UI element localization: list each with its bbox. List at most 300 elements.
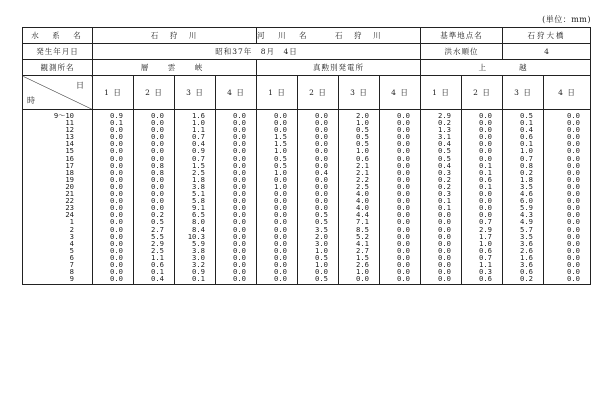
rainfall-cell: 3.8 bbox=[175, 183, 216, 190]
rainfall-cell: 0.0 bbox=[544, 204, 591, 211]
rainfall-cell: 0.0 bbox=[380, 218, 421, 225]
rainfall-cell: 0.3 bbox=[421, 190, 462, 197]
rainfall-cell: 0.0 bbox=[93, 218, 134, 225]
table-row bbox=[23, 162, 591, 169]
rainfall-cell: 0.0 bbox=[544, 119, 591, 126]
rainfall-cell: 0.0 bbox=[216, 155, 257, 162]
rainfall-cell: 4.0 bbox=[339, 190, 380, 197]
rainfall-cell: 5.8 bbox=[175, 197, 216, 204]
rainfall-cell: 5.2 bbox=[339, 233, 380, 240]
rainfall-cell: 1.6 bbox=[175, 110, 216, 120]
table-row bbox=[23, 197, 591, 204]
hour-cell: 23 bbox=[23, 204, 93, 211]
rainfall-cell: 0.0 bbox=[544, 254, 591, 261]
rainfall-cell: 0.7 bbox=[503, 155, 544, 162]
table-row bbox=[23, 226, 591, 233]
rainfall-cell: 1.5 bbox=[257, 140, 298, 147]
rainfall-cell: 2.1 bbox=[339, 169, 380, 176]
rainfall-cell: 0.0 bbox=[93, 183, 134, 190]
rainfall-cell: 0.0 bbox=[216, 126, 257, 133]
rainfall-cell: 0.2 bbox=[421, 183, 462, 190]
rainfall-cell: 0.0 bbox=[298, 183, 339, 190]
rainfall-cell: 0.0 bbox=[380, 110, 421, 120]
rainfall-cell: 0.6 bbox=[503, 268, 544, 275]
rainfall-cell: 0.0 bbox=[544, 190, 591, 197]
rainfall-cell: 0.0 bbox=[257, 247, 298, 254]
date-value: 昭和37年 8月 4日 bbox=[93, 44, 421, 60]
rainfall-cell: 0.0 bbox=[380, 119, 421, 126]
rainfall-cell: 0.0 bbox=[257, 226, 298, 233]
rainfall-cell: 0.5 bbox=[298, 254, 339, 261]
hour-cell: 4 bbox=[23, 240, 93, 247]
rainfall-cell: 5.5 bbox=[134, 233, 175, 240]
rainfall-cell: 0.0 bbox=[216, 140, 257, 147]
rainfall-cell: 0.0 bbox=[216, 176, 257, 183]
table-row bbox=[23, 169, 591, 176]
rainfall-cell: 2.9 bbox=[134, 240, 175, 247]
rainfall-cell: 0.0 bbox=[93, 261, 134, 268]
rainfall-cell: 0.0 bbox=[380, 126, 421, 133]
rainfall-cell: 1.0 bbox=[298, 247, 339, 254]
rainfall-cell: 0.0 bbox=[298, 197, 339, 204]
rainfall-cell: 0.0 bbox=[544, 183, 591, 190]
rainfall-cell: 0.0 bbox=[462, 204, 503, 211]
rainfall-cell: 0.0 bbox=[216, 275, 257, 285]
rainfall-cell: 0.0 bbox=[93, 147, 134, 154]
day-header: 2 日 bbox=[462, 76, 503, 110]
rainfall-cell: 0.0 bbox=[298, 176, 339, 183]
rainfall-cell: 0.0 bbox=[216, 147, 257, 154]
rainfall-cell: 1.8 bbox=[175, 176, 216, 183]
rainfall-cell: 3.5 bbox=[503, 233, 544, 240]
rainfall-cell: 0.8 bbox=[134, 162, 175, 169]
rainfall-cell: 0.0 bbox=[257, 211, 298, 218]
rainfall-cell: 1.0 bbox=[257, 147, 298, 154]
rainfall-cell: 5.9 bbox=[175, 240, 216, 247]
rainfall-cell: 0.0 bbox=[544, 110, 591, 120]
rainfall-cell: 5.9 bbox=[503, 204, 544, 211]
rainfall-cell: 0.0 bbox=[421, 233, 462, 240]
rainfall-cell: 0.0 bbox=[93, 233, 134, 240]
rainfall-cell: 0.0 bbox=[380, 268, 421, 275]
day-axis-label: 日 bbox=[76, 81, 84, 90]
rainfall-cell: 0.1 bbox=[462, 183, 503, 190]
rainfall-cell: 0.0 bbox=[93, 133, 134, 140]
rainfall-cell: 2.9 bbox=[421, 110, 462, 120]
rainfall-cell: 0.0 bbox=[93, 254, 134, 261]
water-system-label: 水 系 名 bbox=[23, 28, 93, 44]
rainfall-cell: 2.5 bbox=[339, 183, 380, 190]
rainfall-cell: 0.0 bbox=[544, 226, 591, 233]
rainfall-cell: 0.0 bbox=[380, 211, 421, 218]
table-row bbox=[23, 110, 591, 120]
rainfall-cell: 0.7 bbox=[175, 155, 216, 162]
rainfall-cell: 0.4 bbox=[421, 140, 462, 147]
rainfall-cell: 3.0 bbox=[298, 240, 339, 247]
rainfall-cell: 0.9 bbox=[93, 110, 134, 120]
rainfall-cell: 0.0 bbox=[298, 268, 339, 275]
rainfall-cell: 0.0 bbox=[298, 110, 339, 120]
rainfall-cell: 0.8 bbox=[503, 162, 544, 169]
rainfall-cell: 0.0 bbox=[380, 147, 421, 154]
rainfall-cell: 1.0 bbox=[339, 147, 380, 154]
rainfall-cell: 0.2 bbox=[503, 169, 544, 176]
rainfall-cell: 0.0 bbox=[216, 169, 257, 176]
rainfall-cell: 0.6 bbox=[503, 133, 544, 140]
rainfall-cell: 0.0 bbox=[544, 176, 591, 183]
rainfall-cell: 0.0 bbox=[421, 218, 462, 225]
rainfall-cell: 0.1 bbox=[421, 204, 462, 211]
hour-cell: 11 bbox=[23, 119, 93, 126]
rainfall-cell: 1.5 bbox=[175, 162, 216, 169]
rainfall-cell: 3.0 bbox=[175, 254, 216, 261]
rainfall-cell: 0.0 bbox=[93, 155, 134, 162]
rainfall-cell: 0.0 bbox=[216, 110, 257, 120]
rainfall-cell: 0.1 bbox=[503, 119, 544, 126]
rainfall-cell: 0.0 bbox=[380, 190, 421, 197]
rainfall-cell: 0.0 bbox=[93, 162, 134, 169]
rainfall-cell: 0.0 bbox=[216, 211, 257, 218]
rainfall-cell: 4.3 bbox=[503, 211, 544, 218]
table-row bbox=[23, 133, 591, 140]
rainfall-cell: 0.0 bbox=[544, 147, 591, 154]
day-header: 1 日 bbox=[93, 76, 134, 110]
hour-cell: 16 bbox=[23, 155, 93, 162]
rainfall-cell: 0.2 bbox=[421, 176, 462, 183]
rainfall-cell: 0.8 bbox=[134, 169, 175, 176]
rainfall-cell: 0.0 bbox=[421, 268, 462, 275]
rainfall-cell: 0.0 bbox=[380, 197, 421, 204]
header-row-days bbox=[23, 76, 591, 110]
table-row bbox=[23, 147, 591, 154]
rainfall-cell: 0.0 bbox=[216, 119, 257, 126]
hour-cell: 18 bbox=[23, 169, 93, 176]
rainfall-cell: 0.5 bbox=[339, 126, 380, 133]
rainfall-cell: 0.0 bbox=[298, 162, 339, 169]
rainfall-cell: 1.1 bbox=[175, 126, 216, 133]
rainfall-cell: 0.1 bbox=[175, 275, 216, 285]
rainfall-cell: 0.0 bbox=[216, 162, 257, 169]
hour-cell: 8 bbox=[23, 268, 93, 275]
rainfall-cell: 0.0 bbox=[380, 275, 421, 285]
rainfall-cell: 0.0 bbox=[257, 126, 298, 133]
hour-cell: 22 bbox=[23, 197, 93, 204]
rainfall-cell: 2.0 bbox=[339, 110, 380, 120]
rainfall-cell: 0.0 bbox=[544, 247, 591, 254]
rainfall-cell: 0.4 bbox=[134, 275, 175, 285]
rainfall-cell: 0.0 bbox=[216, 247, 257, 254]
day-header: 3 日 bbox=[175, 76, 216, 110]
table-row bbox=[23, 261, 591, 268]
rainfall-cell: 0.0 bbox=[380, 247, 421, 254]
rainfall-cell: 6.0 bbox=[503, 197, 544, 204]
header-row-stations bbox=[23, 60, 591, 76]
table-row bbox=[23, 275, 591, 285]
rainfall-cell: 0.0 bbox=[257, 240, 298, 247]
rainfall-cell: 0.0 bbox=[544, 240, 591, 247]
rainfall-cell: 0.7 bbox=[462, 254, 503, 261]
rainfall-cell: 0.0 bbox=[93, 126, 134, 133]
rainfall-cell: 0.0 bbox=[462, 140, 503, 147]
rainfall-cell: 6.5 bbox=[175, 211, 216, 218]
rainfall-cell: 0.0 bbox=[134, 183, 175, 190]
hour-cell: 19 bbox=[23, 176, 93, 183]
rainfall-cell: 0.6 bbox=[339, 155, 380, 162]
rainfall-cell: 1.0 bbox=[503, 147, 544, 154]
rainfall-cell: 0.0 bbox=[257, 204, 298, 211]
hour-axis-label: 時 bbox=[27, 96, 35, 105]
rainfall-cell: 0.0 bbox=[544, 218, 591, 225]
rainfall-cell: 0.1 bbox=[93, 119, 134, 126]
rainfall-cell: 4.9 bbox=[503, 218, 544, 225]
rainfall-cell: 0.0 bbox=[462, 155, 503, 162]
table-row bbox=[23, 190, 591, 197]
day-header: 1 日 bbox=[257, 76, 298, 110]
rainfall-cell: 0.0 bbox=[380, 204, 421, 211]
rainfall-cell: 4.0 bbox=[339, 204, 380, 211]
rainfall-cell: 0.0 bbox=[544, 155, 591, 162]
hour-cell: 5 bbox=[23, 247, 93, 254]
rainfall-cell: 0.0 bbox=[134, 155, 175, 162]
rainfall-cell: 8.0 bbox=[175, 218, 216, 225]
rainfall-cell: 0.5 bbox=[421, 155, 462, 162]
rainfall-cell: 4.1 bbox=[339, 240, 380, 247]
station-kamikoshi: 上 越 bbox=[421, 60, 591, 76]
data-rows bbox=[23, 110, 591, 285]
rainfall-cell: 0.0 bbox=[216, 268, 257, 275]
rainfall-cell: 1.0 bbox=[298, 261, 339, 268]
rainfall-cell: 2.9 bbox=[462, 226, 503, 233]
hour-cell: 6 bbox=[23, 254, 93, 261]
rainfall-cell: 0.4 bbox=[421, 162, 462, 169]
rainfall-cell: 0.0 bbox=[462, 197, 503, 204]
rainfall-cell: 0.4 bbox=[175, 140, 216, 147]
rainfall-cell: 0.0 bbox=[93, 190, 134, 197]
rainfall-cell: 0.0 bbox=[257, 110, 298, 120]
rainfall-cell: 4.0 bbox=[339, 197, 380, 204]
rainfall-cell: 0.0 bbox=[134, 197, 175, 204]
base-point-label: 基準地点名 bbox=[421, 28, 503, 44]
rainfall-cell: 0.0 bbox=[380, 183, 421, 190]
table-row bbox=[23, 240, 591, 247]
table-row bbox=[23, 218, 591, 225]
rainfall-cell: 0.4 bbox=[503, 126, 544, 133]
rainfall-cell: 0.9 bbox=[175, 147, 216, 154]
rainfall-cell: 0.0 bbox=[134, 140, 175, 147]
rainfall-cell: 0.6 bbox=[134, 261, 175, 268]
hour-cell: 1 bbox=[23, 218, 93, 225]
rainfall-cell: 0.0 bbox=[298, 133, 339, 140]
rainfall-cell: 0.0 bbox=[462, 211, 503, 218]
day-header: 1 日 bbox=[421, 76, 462, 110]
rainfall-cell: 0.0 bbox=[257, 254, 298, 261]
rainfall-cell: 0.0 bbox=[544, 197, 591, 204]
rainfall-cell: 0.5 bbox=[421, 147, 462, 154]
rainfall-cell: 2.1 bbox=[339, 162, 380, 169]
rainfall-cell: 0.0 bbox=[134, 190, 175, 197]
rainfall-cell: 0.0 bbox=[380, 176, 421, 183]
rainfall-cell: 2.6 bbox=[339, 261, 380, 268]
table-row bbox=[23, 254, 591, 261]
day-header: 3 日 bbox=[503, 76, 544, 110]
rainfall-cell: 1.5 bbox=[257, 133, 298, 140]
rainfall-cell: 0.5 bbox=[298, 275, 339, 285]
rainfall-cell: 0.0 bbox=[93, 247, 134, 254]
rainfall-cell: 0.0 bbox=[298, 140, 339, 147]
rainfall-cell: 0.0 bbox=[93, 197, 134, 204]
rainfall-cell: 0.0 bbox=[216, 133, 257, 140]
rainfall-cell: 0.0 bbox=[93, 169, 134, 176]
rainfall-cell: 0.5 bbox=[339, 140, 380, 147]
hour-cell: 7 bbox=[23, 261, 93, 268]
rainfall-cell: 0.0 bbox=[380, 133, 421, 140]
rainfall-cell: 0.2 bbox=[134, 211, 175, 218]
rainfall-cell: 0.3 bbox=[421, 169, 462, 176]
rainfall-cell: 0.0 bbox=[544, 126, 591, 133]
hour-cell: 9 bbox=[23, 275, 93, 285]
rainfall-cell: 0.6 bbox=[462, 275, 503, 285]
rainfall-cell: 3.8 bbox=[175, 247, 216, 254]
rainfall-cell: 0.0 bbox=[257, 275, 298, 285]
rainfall-cell: 0.0 bbox=[421, 247, 462, 254]
rainfall-cell: 0.0 bbox=[216, 204, 257, 211]
table-row bbox=[23, 126, 591, 133]
rainfall-cell: 2.7 bbox=[339, 247, 380, 254]
table-row bbox=[23, 204, 591, 211]
rainfall-cell: 1.0 bbox=[339, 268, 380, 275]
rainfall-cell: 5.1 bbox=[175, 190, 216, 197]
rainfall-cell: 0.0 bbox=[462, 190, 503, 197]
rainfall-cell: 1.0 bbox=[175, 119, 216, 126]
rainfall-cell: 0.0 bbox=[298, 147, 339, 154]
rainfall-cell: 0.0 bbox=[93, 140, 134, 147]
rainfall-cell: 0.0 bbox=[134, 133, 175, 140]
table-row bbox=[23, 176, 591, 183]
rainfall-cell: 0.0 bbox=[134, 176, 175, 183]
hour-cell: 2 bbox=[23, 226, 93, 233]
day-header: 3 日 bbox=[339, 76, 380, 110]
rainfall-cell: 0.0 bbox=[216, 254, 257, 261]
rainfall-cell: 0.0 bbox=[216, 240, 257, 247]
rainfall-table bbox=[22, 27, 591, 285]
hour-cell: 3 bbox=[23, 233, 93, 240]
date-label: 発生年月日 bbox=[23, 44, 93, 60]
rainfall-cell: 0.0 bbox=[380, 162, 421, 169]
header-row-system bbox=[23, 28, 591, 44]
rainfall-cell: 0.0 bbox=[93, 240, 134, 247]
rainfall-cell: 0.0 bbox=[93, 211, 134, 218]
rainfall-cell: 3.5 bbox=[503, 183, 544, 190]
rainfall-cell: 0.0 bbox=[134, 126, 175, 133]
day-header: 4 日 bbox=[216, 76, 257, 110]
table-row bbox=[23, 211, 591, 218]
rainfall-cell: 0.0 bbox=[544, 140, 591, 147]
rainfall-cell: 2.5 bbox=[134, 247, 175, 254]
rainfall-cell: 0.1 bbox=[134, 268, 175, 275]
rainfall-cell: 10.3 bbox=[175, 233, 216, 240]
rainfall-cell: 0.0 bbox=[380, 226, 421, 233]
rainfall-cell: 0.0 bbox=[134, 119, 175, 126]
rainfall-cell: 0.9 bbox=[175, 268, 216, 275]
hour-cell: 13 bbox=[23, 133, 93, 140]
hour-cell: 14 bbox=[23, 140, 93, 147]
station-sounkyo: 層 雲 峡 bbox=[93, 60, 257, 76]
table-row bbox=[23, 233, 591, 240]
rainfall-cell: 0.1 bbox=[503, 140, 544, 147]
flood-rank-label: 洪水順位 bbox=[421, 44, 503, 60]
rainfall-cell: 0.7 bbox=[175, 133, 216, 140]
rainfall-cell: 0.0 bbox=[298, 126, 339, 133]
rainfall-cell: 0.0 bbox=[544, 275, 591, 285]
rainfall-cell: 1.1 bbox=[134, 254, 175, 261]
rainfall-cell: 0.1 bbox=[462, 169, 503, 176]
rainfall-cell: 1.3 bbox=[421, 126, 462, 133]
header-row-date bbox=[23, 44, 591, 60]
rainfall-cell: 0.0 bbox=[339, 275, 380, 285]
unit-label: (単位：mm) bbox=[542, 15, 591, 24]
rainfall-cell: 9.1 bbox=[175, 204, 216, 211]
base-point-value: 石狩大橋 bbox=[503, 28, 591, 44]
rainfall-cell: 0.0 bbox=[298, 204, 339, 211]
rainfall-cell: 0.5 bbox=[134, 218, 175, 225]
rainfall-cell: 0.0 bbox=[93, 268, 134, 275]
rainfall-cell: 0.0 bbox=[93, 176, 134, 183]
rainfall-cell: 2.0 bbox=[298, 233, 339, 240]
rainfall-cell: 3.6 bbox=[503, 261, 544, 268]
rainfall-cell: 3.6 bbox=[503, 240, 544, 247]
rainfall-cell: 0.0 bbox=[462, 126, 503, 133]
rainfall-cell: 1.8 bbox=[503, 176, 544, 183]
flood-rank-value: 4 bbox=[503, 44, 591, 60]
rainfall-cell: 0.0 bbox=[544, 211, 591, 218]
rainfall-cell: 0.0 bbox=[544, 233, 591, 240]
rainfall-cell: 3.1 bbox=[421, 133, 462, 140]
rainfall-cell: 0.3 bbox=[462, 268, 503, 275]
rainfall-cell: 4.6 bbox=[503, 190, 544, 197]
rainfall-cell: 0.0 bbox=[462, 133, 503, 140]
table-row bbox=[23, 183, 591, 190]
rainfall-cell: 0.5 bbox=[298, 211, 339, 218]
rainfall-cell: 0.0 bbox=[544, 162, 591, 169]
day-header: 4 日 bbox=[380, 76, 421, 110]
rainfall-cell: 0.0 bbox=[421, 254, 462, 261]
rainfall-cell: 2.5 bbox=[175, 169, 216, 176]
hour-cell: 24 bbox=[23, 211, 93, 218]
rainfall-cell: 0.0 bbox=[93, 226, 134, 233]
hour-cell: 9〜10 bbox=[23, 110, 93, 120]
rainfall-cell: 0.0 bbox=[257, 218, 298, 225]
rainfall-cell: 1.5 bbox=[339, 254, 380, 261]
rainfall-cell: 0.0 bbox=[298, 119, 339, 126]
station-label: 観測所名 bbox=[23, 60, 93, 76]
table-row bbox=[23, 140, 591, 147]
rainfall-cell: 2.2 bbox=[339, 176, 380, 183]
rainfall-cell: 0.0 bbox=[257, 268, 298, 275]
rainfall-cell: 0.0 bbox=[216, 233, 257, 240]
rainfall-cell: 0.5 bbox=[257, 155, 298, 162]
rainfall-cell: 0.0 bbox=[421, 226, 462, 233]
rainfall-cell: 0.0 bbox=[380, 233, 421, 240]
hour-cell: 15 bbox=[23, 147, 93, 154]
rainfall-cell: 1.6 bbox=[503, 254, 544, 261]
rainfall-cell: 1.1 bbox=[462, 261, 503, 268]
hour-cell: 21 bbox=[23, 190, 93, 197]
rainfall-cell: 0.0 bbox=[216, 197, 257, 204]
rainfall-cell: 0.0 bbox=[544, 261, 591, 268]
water-system-value: 石 狩 川 bbox=[93, 28, 257, 44]
hour-cell: 20 bbox=[23, 183, 93, 190]
rainfall-cell: 1.0 bbox=[257, 169, 298, 176]
